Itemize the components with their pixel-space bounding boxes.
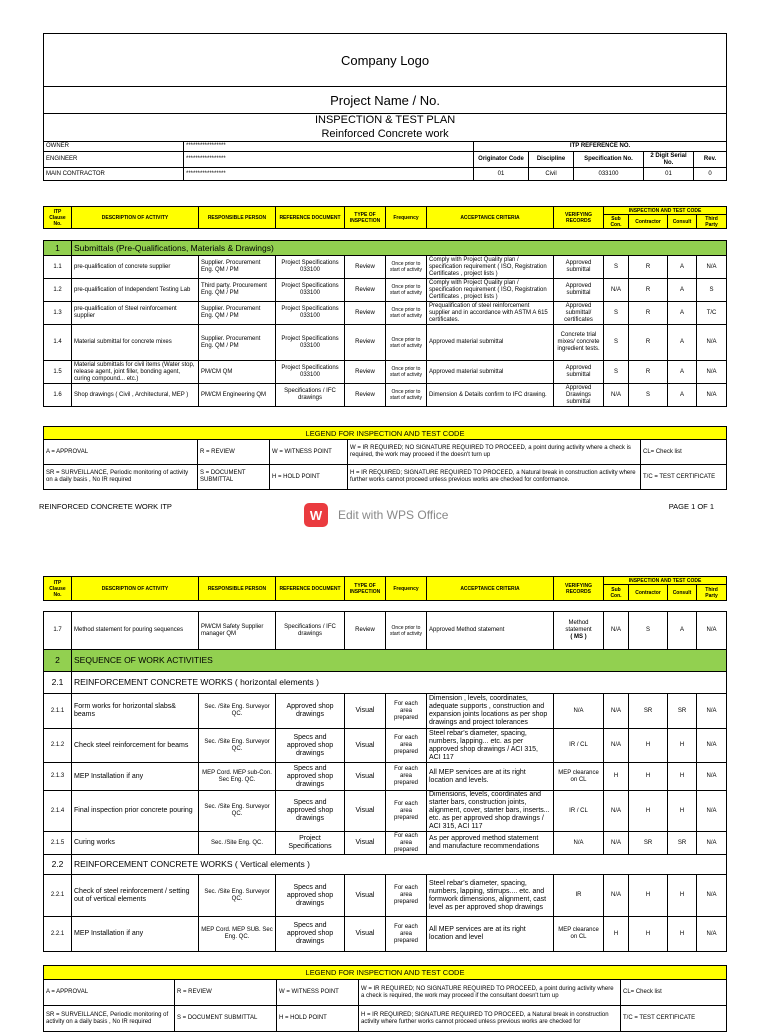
- row-no: 2.1.4: [44, 791, 72, 832]
- row-cons: H: [668, 875, 697, 917]
- row-type: Review: [345, 361, 386, 384]
- sub-2-2-title: REINFORCEMENT CONCRETE WORKS ( Vertical elements ): [72, 855, 727, 875]
- section-1-rows: [44, 256, 727, 407]
- col-cons: Consult: [668, 215, 697, 229]
- row-no: 1.7: [44, 612, 72, 650]
- row-ref: Project Specifications 033100: [276, 361, 345, 384]
- row-sub: S: [604, 302, 629, 325]
- row-third: S: [697, 279, 727, 302]
- row-acc: Steel rebar's diameter, spacing, numbers, lapping, stirrups.... etc. and formwork dimensions, alignment, cast level as per approved shop drawings: [427, 875, 554, 917]
- row-ver-text: Method statement: [565, 620, 592, 633]
- row-con: H: [629, 875, 668, 917]
- row-acc: As per approved method statement and manufacture recommendations: [427, 832, 554, 855]
- col-type-2: TYPE OF INSPECTION: [345, 577, 386, 601]
- engineer-label: ENGINEER: [44, 152, 184, 168]
- row-con: R: [629, 361, 668, 384]
- project-name: Project Name / No.: [44, 87, 727, 114]
- row-con: SR: [629, 694, 668, 729]
- row-desc: MEP Installation if any: [72, 917, 199, 952]
- table-row: [44, 917, 727, 952]
- sub-2-1-no: 2.1: [44, 672, 72, 694]
- wps-logo-icon: W: [304, 503, 328, 527]
- row-ver: MEP clearance on CL: [554, 917, 604, 952]
- row-acc: Approved material submittal: [427, 325, 554, 361]
- row-type: Review: [345, 279, 386, 302]
- row-freq: For each area prepared: [386, 917, 427, 952]
- row-sub: H: [604, 763, 629, 791]
- row-resp: Supplier. Procurement Eng. QM / PM: [199, 325, 276, 361]
- legend-witness: W = WITNESS POINT: [270, 440, 348, 465]
- row-con: H: [629, 917, 668, 952]
- table-row: [44, 763, 727, 791]
- legend-2-witness: W = WITNESS POINT: [277, 980, 359, 1006]
- row-cons: A: [668, 279, 697, 302]
- table-row: [44, 832, 727, 855]
- row-resp: PM/CM Engineering QM: [199, 384, 276, 407]
- row-type: Visual: [345, 694, 386, 729]
- row-resp: PM/CM Safety Supplier manager QM: [199, 612, 276, 650]
- section-2-table: [43, 611, 727, 952]
- row-cons: H: [668, 763, 697, 791]
- owner-label: OWNER: [44, 142, 184, 152]
- row-ref: Project Specifications 033100: [276, 302, 345, 325]
- row-third: N/A: [697, 729, 727, 763]
- row-acc: Dimension & Details confirm to IFC drawing.: [427, 384, 554, 407]
- row-con: R: [629, 279, 668, 302]
- row-type: Review: [345, 325, 386, 361]
- row-sub: S: [604, 361, 629, 384]
- legend-approval: A = APPROVAL: [44, 440, 198, 465]
- row-ver: MEP clearance on CL: [554, 763, 604, 791]
- spec-no-value: 033100: [574, 168, 644, 181]
- legend-sr: SR = SURVEILLANCE, Periodic monitoring of activity on a daily basis , No IR required: [44, 465, 198, 490]
- row-resp: Supplier. Procurement Eng. QM / PM: [199, 302, 276, 325]
- wps-banner[interactable]: [304, 503, 448, 527]
- legend-2: [43, 965, 727, 1032]
- legend-2-sr: SR = SURVEILLANCE, Periodic monitoring of activity on a daily basis , No IR required: [44, 1006, 175, 1032]
- row-type: Review: [345, 302, 386, 325]
- row-resp: Sec. /Site Eng. Surveyor QC.: [199, 791, 276, 832]
- row-desc: Method statement for pouring sequences: [72, 612, 199, 650]
- row-type: Visual: [345, 791, 386, 832]
- col-type: TYPE OF INSPECTION: [345, 207, 386, 229]
- row-third: N/A: [697, 832, 727, 855]
- engineer-value: *****************: [184, 152, 474, 168]
- row-desc: pre-qualification of Steel reinforcement supplier: [72, 302, 199, 325]
- col-itp: ITP Clause No.: [44, 207, 72, 229]
- table-row: [44, 729, 727, 763]
- row-desc: pre-qualification of Independent Testing Lab: [72, 279, 199, 302]
- row-ver: [554, 612, 604, 650]
- row-freq: Once prior to start of activity: [386, 384, 427, 407]
- company-logo: Company Logo: [44, 34, 727, 87]
- row-third: N/A: [697, 325, 727, 361]
- col-con: Contractor: [629, 215, 668, 229]
- sub-2-1-rows: [44, 694, 727, 855]
- row-type: Review: [345, 384, 386, 407]
- table-row: [44, 791, 727, 832]
- legend-hold: H = HOLD POINT: [270, 465, 348, 490]
- row-no: 1.5: [44, 361, 72, 384]
- table-row: [44, 279, 727, 302]
- row-con: SR: [629, 832, 668, 855]
- row-freq: Once prior to start of activity: [386, 302, 427, 325]
- row-type: Review: [345, 612, 386, 650]
- row-sub: S: [604, 325, 629, 361]
- row-desc: Check steel reinforcement for beams: [72, 729, 199, 763]
- legend-doc: S = DOCUMENT SUBMITTAL: [198, 465, 270, 490]
- row-third: T/C: [697, 302, 727, 325]
- legend-2-title: LEGEND FOR INSPECTION AND TEST CODE: [44, 966, 727, 980]
- col-con-2: Contractor: [629, 585, 668, 601]
- row-freq: Once prior to start of activity: [386, 256, 427, 279]
- col-ref: REFERENCE DOCUMENT: [276, 207, 345, 229]
- col-third: Third Party: [697, 215, 727, 229]
- section-2-no: 2: [44, 650, 72, 672]
- rev-value: 0: [694, 168, 727, 181]
- row-sub: N/A: [604, 384, 629, 407]
- legend-2-hir: H = IR REQUIRED; SIGNATURE REQUIRED TO PROCEED, a Natural break in construction activity where further works cannot proceed unless previous works are checked for: [359, 1006, 621, 1032]
- row-ver-ms: ( MS ): [570, 634, 587, 640]
- row-freq: For each area prepared: [386, 791, 427, 832]
- row-ver: Concrete trial mixes/ concrete ingredient tests.: [554, 325, 604, 361]
- plan-subtitle: Reinforced Concrete work: [44, 128, 727, 142]
- row-third: N/A: [697, 694, 727, 729]
- row-acc: Comply with Project Quality plan / specification requirement ( ISO, Registration Certificates , project lists ): [427, 279, 554, 302]
- col-desc-2: DESCRIPTION OF ACTIVITY: [72, 577, 199, 601]
- row-cons: A: [668, 612, 697, 650]
- row-resp: Sec. /Site Eng. Surveyor QC.: [199, 875, 276, 917]
- legend-2-ir: W = IR REQUIRED; NO SIGNATURE REQUIRED TO PROCEED, a point during activity where a check is required, the work may proceed if the consultant doesn't turn up: [359, 980, 621, 1006]
- col-freq-2: Frequency: [386, 577, 427, 601]
- col-freq: Frequency: [386, 207, 427, 229]
- row-resp: MEP Cord. MEP SUB. Sec Eng. QC.: [199, 917, 276, 952]
- contractor-value: *****************: [184, 168, 474, 181]
- row-ver: Approved submittal: [554, 279, 604, 302]
- col-third-2: Third Party: [697, 585, 727, 601]
- row-no: 2.2.1: [44, 917, 72, 952]
- row-ref: Project Specifications 033100: [276, 325, 345, 361]
- contractor-label: MAIN CONTRACTOR: [44, 168, 184, 181]
- row-no: 2.1.2: [44, 729, 72, 763]
- row-con: R: [629, 256, 668, 279]
- legend-hir: H = IR REQUIRED; SIGNATURE REQUIRED TO PROCEED, a Natural break in construction activity where further works cannot proceed unless previous works are checked for conformance.: [348, 465, 641, 490]
- row-sub: S: [604, 256, 629, 279]
- table-row-1-7: [44, 612, 727, 650]
- row-cons: A: [668, 256, 697, 279]
- row-type: Review: [345, 256, 386, 279]
- legend-review: R = REVIEW: [198, 440, 270, 465]
- row-desc: Final inspection prior concrete pouring: [72, 791, 199, 832]
- row-freq: Once prior to start of activity: [386, 325, 427, 361]
- row-no: 2.1.5: [44, 832, 72, 855]
- row-cons: SR: [668, 832, 697, 855]
- col-itc-2: INSPECTION AND TEST CODE: [604, 577, 727, 585]
- col-resp: RESPONSIBLE PERSON: [199, 207, 276, 229]
- row-ref: Project Specifications 033100: [276, 256, 345, 279]
- row-no: 1.4: [44, 325, 72, 361]
- col-desc: DESCRIPTION OF ACTIVITY: [72, 207, 199, 229]
- col-ver-2: VERIFYING RECORDS: [554, 577, 604, 601]
- row-sub: N/A: [604, 875, 629, 917]
- row-third: N/A: [697, 384, 727, 407]
- sub-2-1-title: REINFORCEMENT CONCRETE WORKS ( horizontal elements ): [72, 672, 727, 694]
- row-ver: IR: [554, 875, 604, 917]
- legend-2-hold: H = HOLD POINT: [277, 1006, 359, 1032]
- row-acc: Steel rebar's diameter, spacing, numbers, lapping... etc. as per approved shop drawings / ACI 315, ACI 117: [427, 729, 554, 763]
- col-itp-2: ITP Clause No.: [44, 577, 72, 601]
- wps-edit-text[interactable]: Edit with WPS Office: [338, 508, 449, 522]
- row-resp: Supplier. Procurement Eng. QM / PM: [199, 256, 276, 279]
- row-cons: H: [668, 729, 697, 763]
- row-sub: N/A: [604, 279, 629, 302]
- row-resp: Third party. Procurement Eng. QM / PM: [199, 279, 276, 302]
- row-cons: A: [668, 384, 697, 407]
- row-resp: Sec. /Site Eng. Surveyor QC.: [199, 729, 276, 763]
- row-desc: Material submittals for civil items (Water stop, release agent, joint filler, bonding agent, curing compound... etc.): [72, 361, 199, 384]
- row-ref: Project Specifications: [276, 832, 345, 855]
- row-acc: All MEP services are at its right location and levels.: [427, 763, 554, 791]
- spec-no-label: Specification No.: [574, 152, 644, 168]
- row-freq: For each area prepared: [386, 729, 427, 763]
- row-freq: For each area prepared: [386, 832, 427, 855]
- row-no: 1.2: [44, 279, 72, 302]
- row-sub: N/A: [604, 694, 629, 729]
- row-third: N/A: [697, 612, 727, 650]
- row-freq: Once prior to start of activity: [386, 279, 427, 302]
- row-cons: H: [668, 917, 697, 952]
- row-freq: Once prior to start of activity: [386, 361, 427, 384]
- row-sub: N/A: [604, 729, 629, 763]
- row-type: Visual: [345, 917, 386, 952]
- legend-tc: T/C = TEST CERTIFICATE: [641, 465, 727, 490]
- owner-value: *****************: [184, 142, 474, 152]
- row-ver: IR / CL: [554, 791, 604, 832]
- legend-ir: W = IR REQUIRED; NO SIGNATURE REQUIRED TO PROCEED, a point during activity where a check is required, the work may proceed if the doesn't turn up: [348, 440, 641, 465]
- row-sub: N/A: [604, 612, 629, 650]
- discipline-label: Discipline: [529, 152, 574, 168]
- row-type: Visual: [345, 763, 386, 791]
- row-ref: Project Specifications 033100: [276, 279, 345, 302]
- row-third: N/A: [697, 875, 727, 917]
- row-desc: Curing works: [72, 832, 199, 855]
- col-acc: ACCEPTANCE CRITERIA: [427, 207, 554, 229]
- row-third: N/A: [697, 361, 727, 384]
- row-freq: For each area prepared: [386, 694, 427, 729]
- originator-code-label: Originator Code: [474, 152, 529, 168]
- row-acc: Dimension , levels, coordinates, adequate supports , construction and expansion joints locations as per shop drawings and project tolerances: [427, 694, 554, 729]
- column-header-2: [43, 576, 727, 601]
- sub-2-2-rows: [44, 875, 727, 952]
- row-ref: Specifications / IFC drawings: [276, 384, 345, 407]
- footer-right: PAGE 1 OF 1: [668, 502, 714, 511]
- rev-label: Rev.: [694, 152, 727, 168]
- row-type: Visual: [345, 729, 386, 763]
- row-no: 2.2.1: [44, 875, 72, 917]
- row-resp: Sec. /Site Eng. QC.: [199, 832, 276, 855]
- row-acc: Prequalification of steel reinforcement supplier and in accordance with ASTM A 615 certificates.: [427, 302, 554, 325]
- row-acc: Approved material submittal: [427, 361, 554, 384]
- section-1-title: Submittals (Pre-Qualifications, Materials & Drawings): [72, 241, 727, 256]
- section-1-no: 1: [44, 241, 72, 256]
- column-header-1: [43, 206, 727, 229]
- row-no: 2.1.3: [44, 763, 72, 791]
- row-ver: Approved submittal: [554, 361, 604, 384]
- row-con: H: [629, 791, 668, 832]
- row-ref: Specs and approved shop drawings: [276, 763, 345, 791]
- row-no: 1.3: [44, 302, 72, 325]
- row-sub: N/A: [604, 832, 629, 855]
- itp-ref-label: ITP REFERENCE NO.: [474, 142, 727, 152]
- row-freq: For each area prepared: [386, 875, 427, 917]
- originator-code-value: 01: [474, 168, 529, 181]
- row-desc: pre-qualification of concrete supplier: [72, 256, 199, 279]
- legend-2-tc: T/C = TEST CERTIFICATE: [621, 1006, 727, 1032]
- row-ref: Specs and approved shop drawings: [276, 791, 345, 832]
- row-ver: IR / CL: [554, 729, 604, 763]
- row-ref: Approved shop drawings: [276, 694, 345, 729]
- row-sub: N/A: [604, 791, 629, 832]
- row-freq: Once prior to start of activity: [386, 612, 427, 650]
- row-con: H: [629, 763, 668, 791]
- legend-2-cl: CL= Check list: [621, 980, 727, 1006]
- row-con: S: [629, 384, 668, 407]
- section-2-title: SEQUENCE OF WORK ACTIVITIES: [72, 650, 727, 672]
- row-cons: A: [668, 302, 697, 325]
- col-acc-2: ACCEPTANCE CRITERIA: [427, 577, 554, 601]
- row-ref: Specs and approved shop drawings: [276, 917, 345, 952]
- table-row: [44, 694, 727, 729]
- col-resp-2: RESPONSIBLE PERSON: [199, 577, 276, 601]
- row-con: R: [629, 302, 668, 325]
- legend-1: [43, 426, 727, 490]
- row-resp: MEP Cord. MEP sub-Con. Sec Eng. QC.: [199, 763, 276, 791]
- row-acc: All MEP services are at its right location and level: [427, 917, 554, 952]
- legend-2-approval: A = APPROVAL: [44, 980, 175, 1006]
- col-sub-2: Sub Con.: [604, 585, 629, 601]
- legend-2-doc: S = DOCUMENT SUBMITTAL: [175, 1006, 277, 1032]
- header-table: [43, 33, 727, 181]
- row-cons: H: [668, 791, 697, 832]
- legend-1-title: LEGEND FOR INSPECTION AND TEST CODE: [44, 427, 727, 440]
- legend-2-review: R = REVIEW: [175, 980, 277, 1006]
- table-row: [44, 384, 727, 407]
- row-ver: Approved submittal: [554, 256, 604, 279]
- serial-no-value: 01: [644, 168, 694, 181]
- discipline-value: Civil: [529, 168, 574, 181]
- col-itc: INSPECTION AND TEST CODE: [604, 207, 727, 215]
- row-third: N/A: [697, 256, 727, 279]
- footer-left: REINFORCED CONCRETE WORK ITP: [39, 502, 172, 511]
- row-third: N/A: [697, 763, 727, 791]
- row-ref: Specs and approved shop drawings: [276, 729, 345, 763]
- row-no: 1.1: [44, 256, 72, 279]
- row-ver: N/A: [554, 832, 604, 855]
- row-resp: Sec. /Site Eng. Surveyor QC.: [199, 694, 276, 729]
- row-cons: A: [668, 325, 697, 361]
- row-desc: Form works for horizontal slabs& beams: [72, 694, 199, 729]
- row-no: 2.1.1: [44, 694, 72, 729]
- row-acc: Approved Method statement: [427, 612, 554, 650]
- row-ver: Approved Drawings submittal: [554, 384, 604, 407]
- table-row: [44, 256, 727, 279]
- row-type: Visual: [345, 875, 386, 917]
- row-acc: Comply with Project Quality plan / specification requirement ( ISO, Registration Certificates , project lists ): [427, 256, 554, 279]
- row-third: N/A: [697, 791, 727, 832]
- row-sub: H: [604, 917, 629, 952]
- row-desc: Check of steel reinforcement / setting out of vertical elements: [72, 875, 199, 917]
- col-ref-2: REFERENCE DOCUMENT: [276, 577, 345, 601]
- row-ref: Specifications / IFC drawings: [276, 612, 345, 650]
- sub-2-2-no: 2.2: [44, 855, 72, 875]
- row-con: H: [629, 729, 668, 763]
- serial-no-label: 2 Digit Serial No.: [644, 152, 694, 168]
- row-third: N/A: [697, 917, 727, 952]
- row-freq: For each area prepared: [386, 763, 427, 791]
- row-con: R: [629, 325, 668, 361]
- col-cons-2: Consult: [668, 585, 697, 601]
- plan-title: INSPECTION & TEST PLAN: [44, 114, 727, 128]
- row-no: 1.6: [44, 384, 72, 407]
- table-row: [44, 302, 727, 325]
- row-acc: Dimensions, levels, coordinates and starter bars, construction joints, alignment, cover, starter bars, inserts... etc. as per approved shop drawings / ACI 315, ACI 117: [427, 791, 554, 832]
- row-ver: N/A: [554, 694, 604, 729]
- row-ref: Specs and approved shop drawings: [276, 875, 345, 917]
- row-desc: Shop drawings ( Civil , Architectural, MEP ): [72, 384, 199, 407]
- table-row: [44, 361, 727, 384]
- col-sub: Sub Con.: [604, 215, 629, 229]
- section-1-table: [43, 240, 727, 407]
- table-row: [44, 325, 727, 361]
- row-resp: PM/CM QM: [199, 361, 276, 384]
- row-con: S: [629, 612, 668, 650]
- col-ver: VERIFYING RECORDS: [554, 207, 604, 229]
- row-type: Visual: [345, 832, 386, 855]
- legend-cl: CL= Check list: [641, 440, 727, 465]
- row-desc: MEP Installation if any: [72, 763, 199, 791]
- table-row: [44, 875, 727, 917]
- row-ver: Approved submittal/ certificates: [554, 302, 604, 325]
- row-cons: SR: [668, 694, 697, 729]
- row-desc: Material submittal for concrete mixes: [72, 325, 199, 361]
- row-cons: A: [668, 361, 697, 384]
